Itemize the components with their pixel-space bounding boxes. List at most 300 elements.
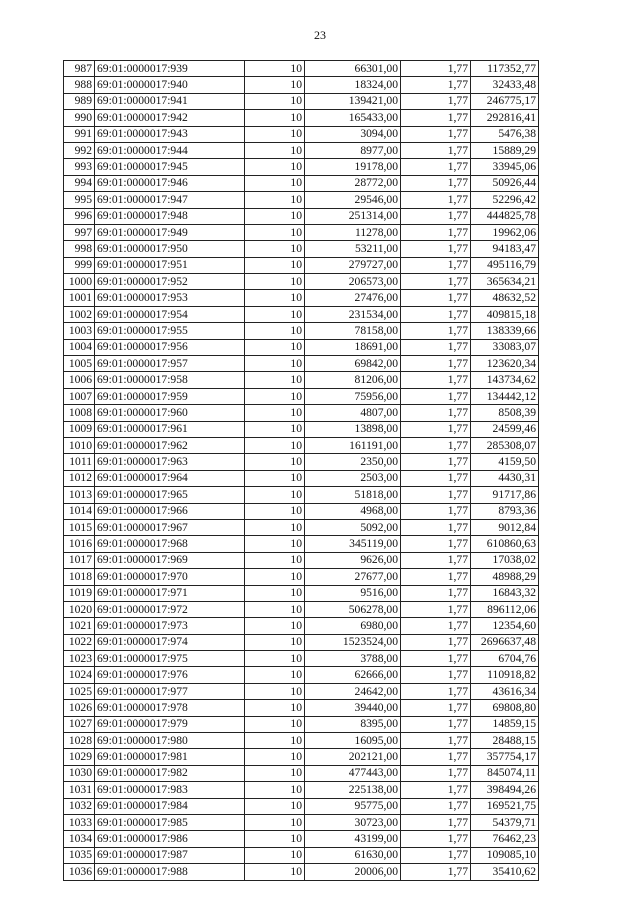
coefficient-cell: 1,77 bbox=[401, 126, 471, 142]
zone-cell: 10 bbox=[245, 224, 305, 240]
cadastral-number-cell: 69:01:0000017:951 bbox=[95, 257, 245, 273]
zone-cell: 10 bbox=[245, 454, 305, 470]
area-cell: 139421,00 bbox=[305, 93, 401, 109]
value-cell: 398494,26 bbox=[471, 782, 539, 798]
value-cell: 9012,84 bbox=[471, 519, 539, 535]
cadastral-number-cell: 69:01:0000017:988 bbox=[95, 864, 245, 880]
cadastral-number-cell: 69:01:0000017:962 bbox=[95, 437, 245, 453]
table-row bbox=[64, 798, 539, 814]
row-number-cell: 1006 bbox=[64, 372, 95, 388]
table-row bbox=[64, 142, 539, 158]
row-number-cell: 1027 bbox=[64, 716, 95, 732]
row-number-cell: 1004 bbox=[64, 339, 95, 355]
value-cell: 246775,17 bbox=[471, 93, 539, 109]
table-row bbox=[64, 437, 539, 453]
value-cell: 292816,41 bbox=[471, 110, 539, 126]
value-cell: 6704,76 bbox=[471, 651, 539, 667]
coefficient-cell: 1,77 bbox=[401, 61, 471, 77]
area-cell: 506278,00 bbox=[305, 601, 401, 617]
cadastral-number-cell: 69:01:0000017:961 bbox=[95, 421, 245, 437]
cadastral-number-cell: 69:01:0000017:978 bbox=[95, 700, 245, 716]
table-row bbox=[64, 667, 539, 683]
row-number-cell: 1019 bbox=[64, 585, 95, 601]
zone-cell: 10 bbox=[245, 339, 305, 355]
area-cell: 18324,00 bbox=[305, 77, 401, 93]
value-cell: 357754,17 bbox=[471, 749, 539, 765]
cadastral-number-cell: 69:01:0000017:986 bbox=[95, 831, 245, 847]
row-number-cell: 1007 bbox=[64, 388, 95, 404]
coefficient-cell: 1,77 bbox=[401, 585, 471, 601]
area-cell: 51818,00 bbox=[305, 487, 401, 503]
zone-cell: 10 bbox=[245, 470, 305, 486]
zone-cell: 10 bbox=[245, 241, 305, 257]
zone-cell: 10 bbox=[245, 142, 305, 158]
row-number-cell: 1021 bbox=[64, 618, 95, 634]
coefficient-cell: 1,77 bbox=[401, 356, 471, 372]
value-cell: 109085,10 bbox=[471, 847, 539, 863]
row-number-cell: 1001 bbox=[64, 290, 95, 306]
zone-cell: 10 bbox=[245, 372, 305, 388]
coefficient-cell: 1,77 bbox=[401, 683, 471, 699]
row-number-cell: 1014 bbox=[64, 503, 95, 519]
area-cell: 61630,00 bbox=[305, 847, 401, 863]
value-cell: 50926,44 bbox=[471, 175, 539, 191]
value-cell: 32433,48 bbox=[471, 77, 539, 93]
cadastral-number-cell: 69:01:0000017:947 bbox=[95, 192, 245, 208]
area-cell: 6980,00 bbox=[305, 618, 401, 634]
cadastral-number-cell: 69:01:0000017:964 bbox=[95, 470, 245, 486]
row-number-cell: 1015 bbox=[64, 519, 95, 535]
value-cell: 94183,47 bbox=[471, 241, 539, 257]
area-cell: 251314,00 bbox=[305, 208, 401, 224]
row-number-cell: 1022 bbox=[64, 634, 95, 650]
table-row bbox=[64, 159, 539, 175]
area-cell: 16095,00 bbox=[305, 733, 401, 749]
zone-cell: 10 bbox=[245, 503, 305, 519]
cadastral-number-cell: 69:01:0000017:946 bbox=[95, 175, 245, 191]
value-cell: 8793,36 bbox=[471, 503, 539, 519]
coefficient-cell: 1,77 bbox=[401, 290, 471, 306]
zone-cell: 10 bbox=[245, 421, 305, 437]
row-number-cell: 1031 bbox=[64, 782, 95, 798]
zone-cell: 10 bbox=[245, 749, 305, 765]
table-row bbox=[64, 749, 539, 765]
table-row bbox=[64, 651, 539, 667]
row-number-cell: 999 bbox=[64, 257, 95, 273]
cadastral-number-cell: 69:01:0000017:974 bbox=[95, 634, 245, 650]
table-row bbox=[64, 405, 539, 421]
coefficient-cell: 1,77 bbox=[401, 749, 471, 765]
zone-cell: 10 bbox=[245, 569, 305, 585]
cadastral-number-cell: 69:01:0000017:954 bbox=[95, 306, 245, 322]
row-number-cell: 990 bbox=[64, 110, 95, 126]
coefficient-cell: 1,77 bbox=[401, 601, 471, 617]
area-cell: 19178,00 bbox=[305, 159, 401, 175]
coefficient-cell: 1,77 bbox=[401, 634, 471, 650]
area-cell: 3094,00 bbox=[305, 126, 401, 142]
value-cell: 33945,06 bbox=[471, 159, 539, 175]
zone-cell: 10 bbox=[245, 552, 305, 568]
zone-cell: 10 bbox=[245, 585, 305, 601]
cadastral-number-cell: 69:01:0000017:966 bbox=[95, 503, 245, 519]
area-cell: 8395,00 bbox=[305, 716, 401, 732]
value-cell: 54379,71 bbox=[471, 814, 539, 830]
cadastral-number-cell: 69:01:0000017:977 bbox=[95, 683, 245, 699]
value-cell: 117352,77 bbox=[471, 61, 539, 77]
cadastral-number-cell: 69:01:0000017:944 bbox=[95, 142, 245, 158]
value-cell: 28488,15 bbox=[471, 733, 539, 749]
row-number-cell: 987 bbox=[64, 61, 95, 77]
zone-cell: 10 bbox=[245, 93, 305, 109]
value-cell: 365634,21 bbox=[471, 274, 539, 290]
area-cell: 27476,00 bbox=[305, 290, 401, 306]
zone-cell: 10 bbox=[245, 733, 305, 749]
coefficient-cell: 1,77 bbox=[401, 552, 471, 568]
row-number-cell: 1028 bbox=[64, 733, 95, 749]
cadastral-number-cell: 69:01:0000017:952 bbox=[95, 274, 245, 290]
zone-cell: 10 bbox=[245, 323, 305, 339]
value-cell: 5476,38 bbox=[471, 126, 539, 142]
cadastral-number-cell: 69:01:0000017:972 bbox=[95, 601, 245, 617]
area-cell: 28772,00 bbox=[305, 175, 401, 191]
coefficient-cell: 1,77 bbox=[401, 454, 471, 470]
area-cell: 161191,00 bbox=[305, 437, 401, 453]
cadastral-number-cell: 69:01:0000017:984 bbox=[95, 798, 245, 814]
cadastral-number-cell: 69:01:0000017:942 bbox=[95, 110, 245, 126]
row-number-cell: 1032 bbox=[64, 798, 95, 814]
coefficient-cell: 1,77 bbox=[401, 798, 471, 814]
area-cell: 13898,00 bbox=[305, 421, 401, 437]
value-cell: 48988,29 bbox=[471, 569, 539, 585]
row-number-cell: 1016 bbox=[64, 536, 95, 552]
table-row bbox=[64, 306, 539, 322]
value-cell: 138339,66 bbox=[471, 323, 539, 339]
row-number-cell: 1020 bbox=[64, 601, 95, 617]
cadastral-number-cell: 69:01:0000017:980 bbox=[95, 733, 245, 749]
table-row bbox=[64, 552, 539, 568]
value-cell: 91717,86 bbox=[471, 487, 539, 503]
table-row bbox=[64, 487, 539, 503]
coefficient-cell: 1,77 bbox=[401, 700, 471, 716]
table-row bbox=[64, 683, 539, 699]
value-cell: 15889,29 bbox=[471, 142, 539, 158]
zone-cell: 10 bbox=[245, 864, 305, 880]
row-number-cell: 1008 bbox=[64, 405, 95, 421]
area-cell: 206573,00 bbox=[305, 274, 401, 290]
table-row bbox=[64, 585, 539, 601]
value-cell: 845074,11 bbox=[471, 765, 539, 781]
cadastral-number-cell: 69:01:0000017:949 bbox=[95, 224, 245, 240]
value-cell: 110918,82 bbox=[471, 667, 539, 683]
area-cell: 1523524,00 bbox=[305, 634, 401, 650]
area-cell: 2503,00 bbox=[305, 470, 401, 486]
cadastral-number-cell: 69:01:0000017:987 bbox=[95, 847, 245, 863]
value-cell: 409815,18 bbox=[471, 306, 539, 322]
value-cell: 444825,78 bbox=[471, 208, 539, 224]
zone-cell: 10 bbox=[245, 159, 305, 175]
zone-cell: 10 bbox=[245, 306, 305, 322]
zone-cell: 10 bbox=[245, 175, 305, 191]
table-row bbox=[64, 356, 539, 372]
area-cell: 4968,00 bbox=[305, 503, 401, 519]
table-row bbox=[64, 700, 539, 716]
row-number-cell: 1036 bbox=[64, 864, 95, 880]
table-row bbox=[64, 126, 539, 142]
row-number-cell: 1033 bbox=[64, 814, 95, 830]
zone-cell: 10 bbox=[245, 126, 305, 142]
coefficient-cell: 1,77 bbox=[401, 110, 471, 126]
table-row bbox=[64, 323, 539, 339]
table-row bbox=[64, 93, 539, 109]
zone-cell: 10 bbox=[245, 716, 305, 732]
area-cell: 2350,00 bbox=[305, 454, 401, 470]
table-row bbox=[64, 257, 539, 273]
coefficient-cell: 1,77 bbox=[401, 306, 471, 322]
row-number-cell: 993 bbox=[64, 159, 95, 175]
row-number-cell: 1010 bbox=[64, 437, 95, 453]
cadastral-number-cell: 69:01:0000017:957 bbox=[95, 356, 245, 372]
row-number-cell: 1002 bbox=[64, 306, 95, 322]
cadastral-number-cell: 69:01:0000017:958 bbox=[95, 372, 245, 388]
zone-cell: 10 bbox=[245, 798, 305, 814]
table-row bbox=[64, 421, 539, 437]
cadastral-number-cell: 69:01:0000017:943 bbox=[95, 126, 245, 142]
table-row bbox=[64, 847, 539, 863]
table-row bbox=[64, 634, 539, 650]
row-number-cell: 991 bbox=[64, 126, 95, 142]
table-row bbox=[64, 864, 539, 880]
cadastral-number-cell: 69:01:0000017:956 bbox=[95, 339, 245, 355]
table-row bbox=[64, 814, 539, 830]
cadastral-number-cell: 69:01:0000017:976 bbox=[95, 667, 245, 683]
coefficient-cell: 1,77 bbox=[401, 159, 471, 175]
coefficient-cell: 1,77 bbox=[401, 142, 471, 158]
cadastral-number-cell: 69:01:0000017:939 bbox=[95, 61, 245, 77]
table-row bbox=[64, 175, 539, 191]
cadastral-number-cell: 69:01:0000017:945 bbox=[95, 159, 245, 175]
value-cell: 35410,62 bbox=[471, 864, 539, 880]
row-number-cell: 1030 bbox=[64, 765, 95, 781]
cadastral-number-cell: 69:01:0000017:975 bbox=[95, 651, 245, 667]
table-row bbox=[64, 290, 539, 306]
zone-cell: 10 bbox=[245, 208, 305, 224]
coefficient-cell: 1,77 bbox=[401, 339, 471, 355]
value-cell: 19962,06 bbox=[471, 224, 539, 240]
cadastral-number-cell: 69:01:0000017:982 bbox=[95, 765, 245, 781]
cadastral-number-cell: 69:01:0000017:981 bbox=[95, 749, 245, 765]
coefficient-cell: 1,77 bbox=[401, 503, 471, 519]
area-cell: 11278,00 bbox=[305, 224, 401, 240]
value-cell: 17038,02 bbox=[471, 552, 539, 568]
value-cell: 4159,50 bbox=[471, 454, 539, 470]
area-cell: 39440,00 bbox=[305, 700, 401, 716]
row-number-cell: 1029 bbox=[64, 749, 95, 765]
area-cell: 29546,00 bbox=[305, 192, 401, 208]
coefficient-cell: 1,77 bbox=[401, 765, 471, 781]
value-cell: 48632,52 bbox=[471, 290, 539, 306]
area-cell: 81206,00 bbox=[305, 372, 401, 388]
table-row bbox=[64, 372, 539, 388]
zone-cell: 10 bbox=[245, 831, 305, 847]
area-cell: 3788,00 bbox=[305, 651, 401, 667]
row-number-cell: 1034 bbox=[64, 831, 95, 847]
cadastral-number-cell: 69:01:0000017:979 bbox=[95, 716, 245, 732]
cadastral-number-cell: 69:01:0000017:940 bbox=[95, 77, 245, 93]
coefficient-cell: 1,77 bbox=[401, 864, 471, 880]
table-row bbox=[64, 192, 539, 208]
area-cell: 202121,00 bbox=[305, 749, 401, 765]
area-cell: 20006,00 bbox=[305, 864, 401, 880]
zone-cell: 10 bbox=[245, 61, 305, 77]
table-row bbox=[64, 519, 539, 535]
area-cell: 5092,00 bbox=[305, 519, 401, 535]
coefficient-cell: 1,77 bbox=[401, 388, 471, 404]
value-cell: 76462,23 bbox=[471, 831, 539, 847]
cadastral-number-cell: 69:01:0000017:970 bbox=[95, 569, 245, 585]
zone-cell: 10 bbox=[245, 782, 305, 798]
zone-cell: 10 bbox=[245, 683, 305, 699]
coefficient-cell: 1,77 bbox=[401, 257, 471, 273]
zone-cell: 10 bbox=[245, 667, 305, 683]
coefficient-cell: 1,77 bbox=[401, 224, 471, 240]
area-cell: 4807,00 bbox=[305, 405, 401, 421]
value-cell: 8508,39 bbox=[471, 405, 539, 421]
zone-cell: 10 bbox=[245, 847, 305, 863]
zone-cell: 10 bbox=[245, 274, 305, 290]
area-cell: 231534,00 bbox=[305, 306, 401, 322]
area-cell: 477443,00 bbox=[305, 765, 401, 781]
row-number-cell: 1003 bbox=[64, 323, 95, 339]
value-cell: 896112,06 bbox=[471, 601, 539, 617]
coefficient-cell: 1,77 bbox=[401, 241, 471, 257]
cadastral-number-cell: 69:01:0000017:985 bbox=[95, 814, 245, 830]
value-cell: 33083,07 bbox=[471, 339, 539, 355]
table-row bbox=[64, 470, 539, 486]
table-row bbox=[64, 536, 539, 552]
coefficient-cell: 1,77 bbox=[401, 405, 471, 421]
area-cell: 69842,00 bbox=[305, 356, 401, 372]
value-cell: 285308,07 bbox=[471, 437, 539, 453]
table-row bbox=[64, 339, 539, 355]
coefficient-cell: 1,77 bbox=[401, 192, 471, 208]
coefficient-cell: 1,77 bbox=[401, 175, 471, 191]
cadastral-number-cell: 69:01:0000017:968 bbox=[95, 536, 245, 552]
table-row bbox=[64, 61, 539, 77]
table-row bbox=[64, 716, 539, 732]
coefficient-cell: 1,77 bbox=[401, 77, 471, 93]
coefficient-cell: 1,77 bbox=[401, 372, 471, 388]
zone-cell: 10 bbox=[245, 356, 305, 372]
area-cell: 30723,00 bbox=[305, 814, 401, 830]
cadastral-number-cell: 69:01:0000017:953 bbox=[95, 290, 245, 306]
area-cell: 9626,00 bbox=[305, 552, 401, 568]
value-cell: 610860,63 bbox=[471, 536, 539, 552]
area-cell: 27677,00 bbox=[305, 569, 401, 585]
row-number-cell: 992 bbox=[64, 142, 95, 158]
zone-cell: 10 bbox=[245, 77, 305, 93]
table-row bbox=[64, 224, 539, 240]
area-cell: 78158,00 bbox=[305, 323, 401, 339]
row-number-cell: 995 bbox=[64, 192, 95, 208]
coefficient-cell: 1,77 bbox=[401, 93, 471, 109]
area-cell: 18691,00 bbox=[305, 339, 401, 355]
row-number-cell: 996 bbox=[64, 208, 95, 224]
value-cell: 16843,32 bbox=[471, 585, 539, 601]
cadastral-number-cell: 69:01:0000017:960 bbox=[95, 405, 245, 421]
area-cell: 225138,00 bbox=[305, 782, 401, 798]
coefficient-cell: 1,77 bbox=[401, 470, 471, 486]
coefficient-cell: 1,77 bbox=[401, 569, 471, 585]
table-row bbox=[64, 618, 539, 634]
coefficient-cell: 1,77 bbox=[401, 323, 471, 339]
value-cell: 169521,75 bbox=[471, 798, 539, 814]
zone-cell: 10 bbox=[245, 192, 305, 208]
row-number-cell: 1011 bbox=[64, 454, 95, 470]
area-cell: 24642,00 bbox=[305, 683, 401, 699]
cadastral-number-cell: 69:01:0000017:950 bbox=[95, 241, 245, 257]
cadastral-number-cell: 69:01:0000017:948 bbox=[95, 208, 245, 224]
coefficient-cell: 1,77 bbox=[401, 421, 471, 437]
zone-cell: 10 bbox=[245, 536, 305, 552]
table-row bbox=[64, 782, 539, 798]
row-number-cell: 1005 bbox=[64, 356, 95, 372]
zone-cell: 10 bbox=[245, 257, 305, 273]
value-cell: 14859,15 bbox=[471, 716, 539, 732]
area-cell: 165433,00 bbox=[305, 110, 401, 126]
value-cell: 4430,31 bbox=[471, 470, 539, 486]
cadastral-table bbox=[63, 60, 539, 881]
table-row bbox=[64, 765, 539, 781]
area-cell: 345119,00 bbox=[305, 536, 401, 552]
table-row bbox=[64, 503, 539, 519]
coefficient-cell: 1,77 bbox=[401, 519, 471, 535]
value-cell: 12354,60 bbox=[471, 618, 539, 634]
value-cell: 143734,62 bbox=[471, 372, 539, 388]
coefficient-cell: 1,77 bbox=[401, 716, 471, 732]
row-number-cell: 994 bbox=[64, 175, 95, 191]
coefficient-cell: 1,77 bbox=[401, 274, 471, 290]
zone-cell: 10 bbox=[245, 814, 305, 830]
row-number-cell: 998 bbox=[64, 241, 95, 257]
zone-cell: 10 bbox=[245, 290, 305, 306]
value-cell: 123620,34 bbox=[471, 356, 539, 372]
coefficient-cell: 1,77 bbox=[401, 208, 471, 224]
table-row bbox=[64, 388, 539, 404]
row-number-cell: 1018 bbox=[64, 569, 95, 585]
table-row bbox=[64, 831, 539, 847]
table-body bbox=[64, 61, 539, 881]
zone-cell: 10 bbox=[245, 700, 305, 716]
value-cell: 24599,46 bbox=[471, 421, 539, 437]
cadastral-number-cell: 69:01:0000017:973 bbox=[95, 618, 245, 634]
zone-cell: 10 bbox=[245, 388, 305, 404]
table-row bbox=[64, 274, 539, 290]
row-number-cell: 1013 bbox=[64, 487, 95, 503]
table-row bbox=[64, 733, 539, 749]
row-number-cell: 1024 bbox=[64, 667, 95, 683]
cadastral-number-cell: 69:01:0000017:983 bbox=[95, 782, 245, 798]
area-cell: 53211,00 bbox=[305, 241, 401, 257]
cadastral-number-cell: 69:01:0000017:969 bbox=[95, 552, 245, 568]
coefficient-cell: 1,77 bbox=[401, 487, 471, 503]
area-cell: 279727,00 bbox=[305, 257, 401, 273]
coefficient-cell: 1,77 bbox=[401, 831, 471, 847]
area-cell: 75956,00 bbox=[305, 388, 401, 404]
coefficient-cell: 1,77 bbox=[401, 618, 471, 634]
value-cell: 2696637,48 bbox=[471, 634, 539, 650]
coefficient-cell: 1,77 bbox=[401, 782, 471, 798]
zone-cell: 10 bbox=[245, 601, 305, 617]
